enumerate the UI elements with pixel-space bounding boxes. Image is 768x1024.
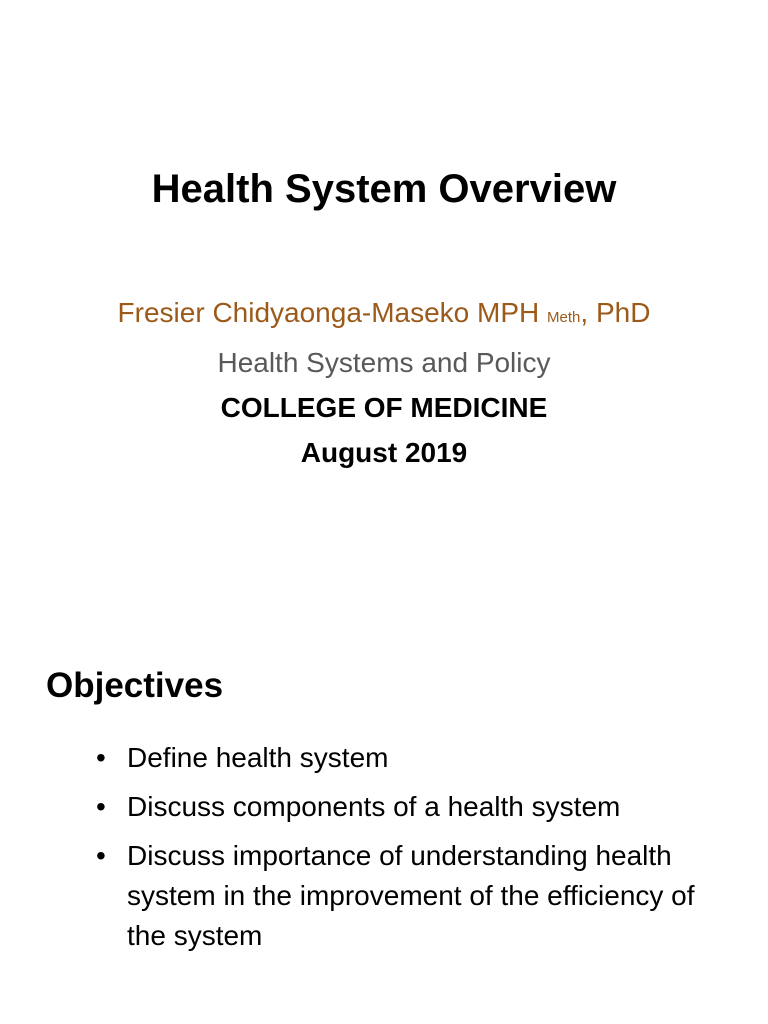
date-line: August 2019 xyxy=(300,437,468,468)
objectives-heading: Objectives xyxy=(46,666,224,705)
slide-title: Health System Overview xyxy=(151,167,617,211)
author-suffix: , PhD xyxy=(580,297,651,328)
objective-text: Define health system xyxy=(127,742,389,773)
objective-item xyxy=(96,738,736,778)
bullet-icon: • xyxy=(96,840,106,871)
author-small-credential: Meth xyxy=(547,309,581,326)
department-line: Health Systems and Policy xyxy=(217,347,551,378)
institution-line: COLLEGE OF MEDICINE xyxy=(220,392,548,423)
subtitle-block xyxy=(0,290,768,475)
objective-text: Discuss importance of understanding health system in the improvement of the efficiency of the system xyxy=(127,840,695,951)
objectives-list xyxy=(96,738,736,965)
author-name: Fresier Chidyaonga-Maseko MPH xyxy=(117,297,540,328)
objectives-slide xyxy=(0,512,768,1024)
objective-item xyxy=(96,787,736,827)
bullet-icon: • xyxy=(96,742,106,773)
objective-item xyxy=(96,836,736,956)
bullet-icon: • xyxy=(96,791,106,822)
author-line xyxy=(0,290,768,340)
objective-text: Discuss components of a health system xyxy=(127,791,621,822)
